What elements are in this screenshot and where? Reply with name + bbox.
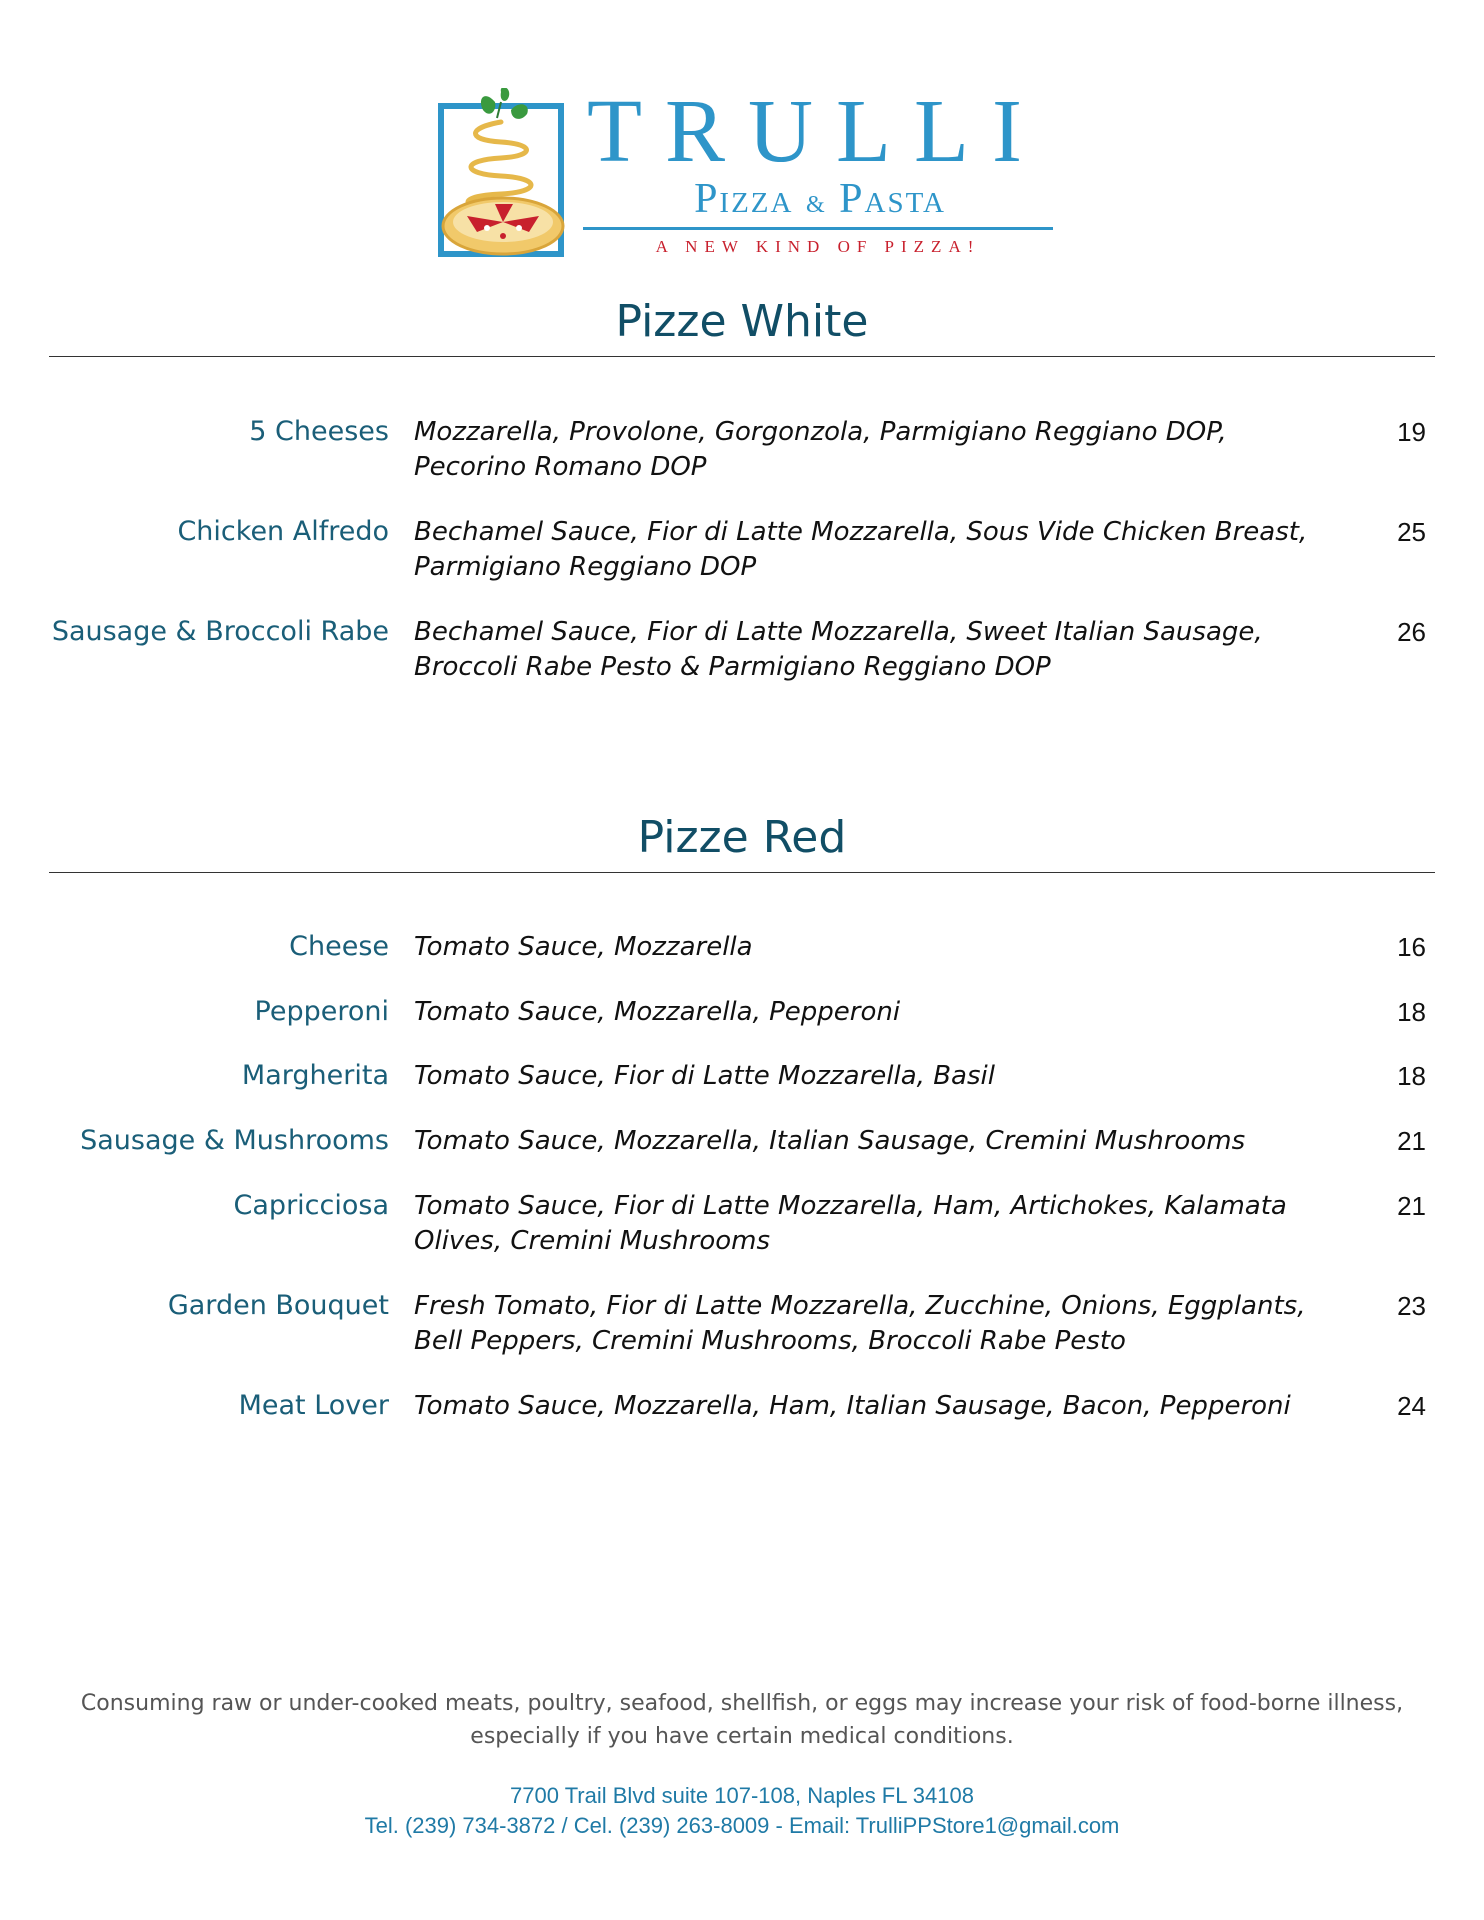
menu-item-description: Fresh Tomato, Fior di Latte Mozzarella, Zucchine, Onions, Eggplants, Bell Peppers, Cremini Mushrooms, Broccoli Rabe Pesto	[414, 1291, 1306, 1356]
menu-item-description: Bechamel Sauce, Fior di Latte Mozzarella, Sweet Italian Sausage, Broccoli Rabe Pesto & Parmigiano Reggiano DOP	[414, 617, 1263, 682]
menu-item-price: 24	[1397, 1391, 1426, 1421]
menu-item-name: Cheese	[289, 931, 389, 962]
section-divider	[49, 872, 1435, 873]
menu-item-name: Sausage & Mushrooms	[80, 1125, 389, 1156]
section-title-pizze-red: Pizze Red	[637, 812, 847, 863]
menu-item-price: 21	[1397, 1191, 1426, 1221]
menu-item-price: 23	[1397, 1291, 1426, 1321]
menu-item-description: Mozzarella, Provolone, Gorgonzola, Parmigiano Reggiano DOP, Pecorino Romano DOP	[414, 417, 1227, 482]
menu-item-name: Margherita	[241, 1060, 389, 1091]
pizza-swirl-logo-icon	[437, 88, 567, 260]
menu-item-price: 18	[1397, 1061, 1426, 1091]
contact-info: Tel. (239) 734-3872 / Cel. (239) 263-8009 - Email: TrulliPPStore1@gmail.com	[364, 1813, 1120, 1838]
logo-subtitle-pizza: Pizza	[694, 176, 806, 222]
menu-item-description: Tomato Sauce, Mozzarella, Italian Sausage, Cremini Mushrooms	[414, 1126, 1246, 1156]
logo-title: TRULLI	[587, 82, 1045, 181]
logo-tagline: A NEW KIND OF PIZZA!	[655, 237, 981, 256]
menu-item-price: 26	[1397, 617, 1426, 647]
logo-subtitle-pasta: Pasta	[826, 176, 946, 222]
section-divider	[49, 356, 1435, 357]
menu-item-name: Sausage & Broccoli Rabe	[51, 616, 389, 647]
section-title-pizze-white: Pizze White	[615, 296, 869, 347]
logo-divider	[583, 227, 1053, 230]
menu-item-price: 25	[1397, 517, 1426, 547]
menu-item-name: 5 Cheeses	[249, 416, 389, 447]
health-disclaimer: Consuming raw or under-cooked meats, poultry, seafood, shellfish, or eggs may increase your risk of food-borne illness, especially if you have certain medical conditions.	[80, 1691, 1404, 1749]
logo-subtitle	[587, 176, 1053, 228]
restaurant-logo	[437, 82, 1053, 260]
menu-item-price: 18	[1397, 997, 1426, 1027]
menu-item-price: 16	[1397, 932, 1426, 962]
menu-item-price: 21	[1397, 1126, 1426, 1156]
menu-item-description: Tomato Sauce, Mozzarella, Pepperoni	[414, 997, 901, 1027]
menu-item-description: Tomato Sauce, Fior di Latte Mozzarella, Ham, Artichokes, Kalamata Olives, Cremini Mushrooms	[414, 1191, 1287, 1256]
restaurant-address: 7700 Trail Blvd suite 107-108, Naples FL 34108	[510, 1783, 974, 1808]
menu-item-description: Tomato Sauce, Mozzarella	[414, 932, 753, 962]
menu-item-description: Bechamel Sauce, Fior di Latte Mozzarella, Sous Vide Chicken Breast, Parmigiano Reggiano DOP	[414, 517, 1308, 582]
menu-item-description: Tomato Sauce, Mozzarella, Ham, Italian Sausage, Bacon, Pepperoni	[414, 1391, 1291, 1421]
menu-item-name: Chicken Alfredo	[177, 516, 389, 547]
menu-item-name: Capricciosa	[233, 1190, 389, 1221]
menu-item-name: Pepperoni	[254, 996, 389, 1027]
menu-item-price: 19	[1397, 417, 1426, 447]
menu-item-name: Garden Bouquet	[167, 1290, 389, 1321]
logo-subtitle-ampersand: &	[805, 192, 827, 218]
menu-item-name: Meat Lover	[238, 1390, 389, 1421]
menu-item-description: Tomato Sauce, Fior di Latte Mozzarella, Basil	[414, 1061, 995, 1091]
